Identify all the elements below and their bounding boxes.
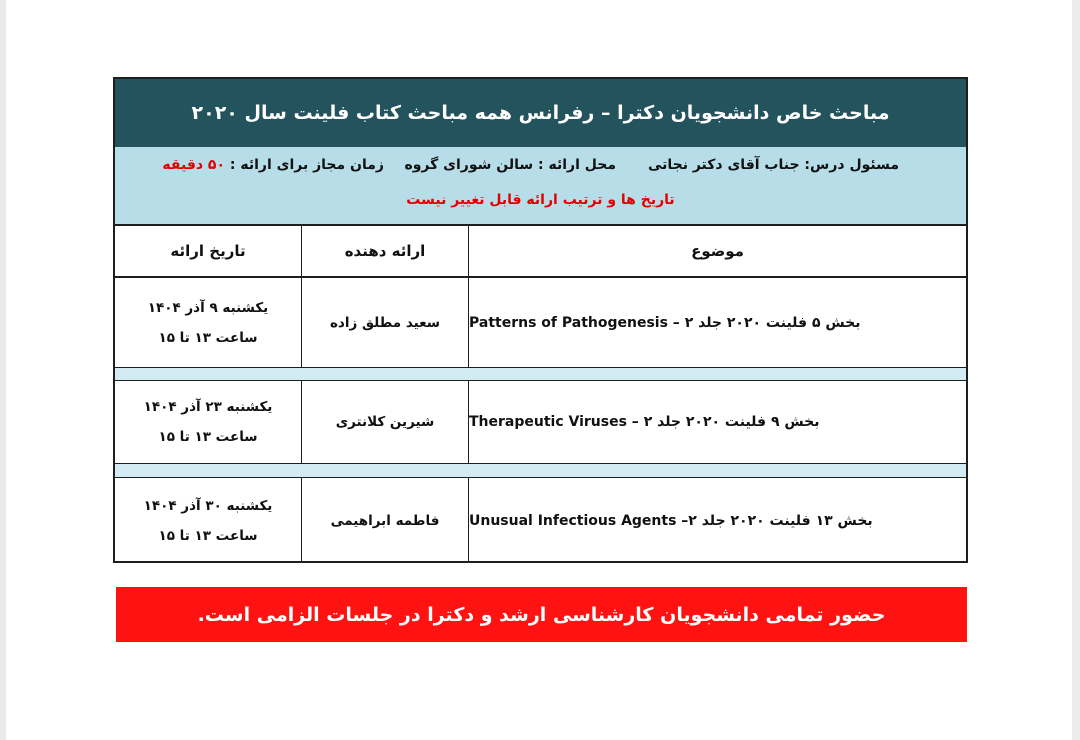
info-bar [115, 147, 966, 226]
location-text: محل ارائه : سالن شورای گروه [404, 157, 616, 173]
attendance-banner: حضور تمامی دانشجویان کارشناسی ارشد و دکترا در جلسات الزامی است. [116, 587, 967, 642]
column-header-date: تاریخ ارائه [115, 226, 302, 276]
page-title: مباحث خاص دانشجویان دکترا – رفرانس همه مباحث کتاب فلینت سال ۲۰۲۰ [115, 79, 966, 147]
allowed-time-label: زمان مجاز برای ارائه : [229, 157, 384, 173]
time-text: ساعت ۱۳ تا ۱۵ [158, 527, 258, 544]
presenter-cell: سعید مطلق زاده [302, 278, 469, 367]
column-header-presenter: ارائه دهنده [302, 226, 469, 276]
table-row [115, 278, 966, 368]
time-text: ساعت ۱۳ تا ۱۵ [158, 429, 258, 445]
date-cell [115, 278, 302, 367]
table-header [115, 226, 966, 278]
page-edge-right [1072, 0, 1080, 740]
date-text: یکشنبه ۳۰ آذر ۱۴۰۴ [143, 497, 273, 514]
info-line [115, 157, 966, 181]
column-header-topic: موضوع [691, 242, 744, 260]
topic-cell: بخش ۵ فلینت ۲۰۲۰ جلد ۲ – Patterns of Pathogenesis [469, 314, 861, 331]
schedule-frame [113, 77, 968, 563]
table-row [115, 380, 966, 464]
date-text: یکشنبه ۲۳ آذر ۱۴۰۴ [143, 399, 273, 415]
presenter-cell: شیرین کلانتری [302, 381, 469, 463]
table-row [115, 477, 966, 563]
page-edge-left [0, 0, 6, 740]
presenter-cell: فاطمه ابراهیمی [302, 478, 469, 563]
topic-cell: بخش ۹ فلینت ۲۰۲۰ جلد ۲ – Therapeutic Viruses [469, 414, 820, 430]
topic-cell: بخش ۱۳ فلینت ۲۰۲۰ جلد ۲– Unusual Infectious Agents [469, 512, 873, 529]
time-text: ساعت ۱۳ تا ۱۵ [158, 329, 258, 346]
row-separator [115, 464, 966, 477]
responsible-text: مسئول درس: جناب آقای دکتر نجاتی [647, 157, 899, 173]
date-cell [115, 381, 302, 463]
allowed-time [162, 157, 384, 173]
schedule-note: تاریخ ها و ترتیب ارائه قابل تغییر نیست [406, 192, 675, 208]
date-text: یکشنبه ۹ آذر ۱۴۰۴ [147, 299, 269, 316]
date-cell [115, 478, 302, 563]
allowed-time-value: ۵۰ دقیقه [162, 157, 226, 173]
row-separator [115, 368, 966, 380]
